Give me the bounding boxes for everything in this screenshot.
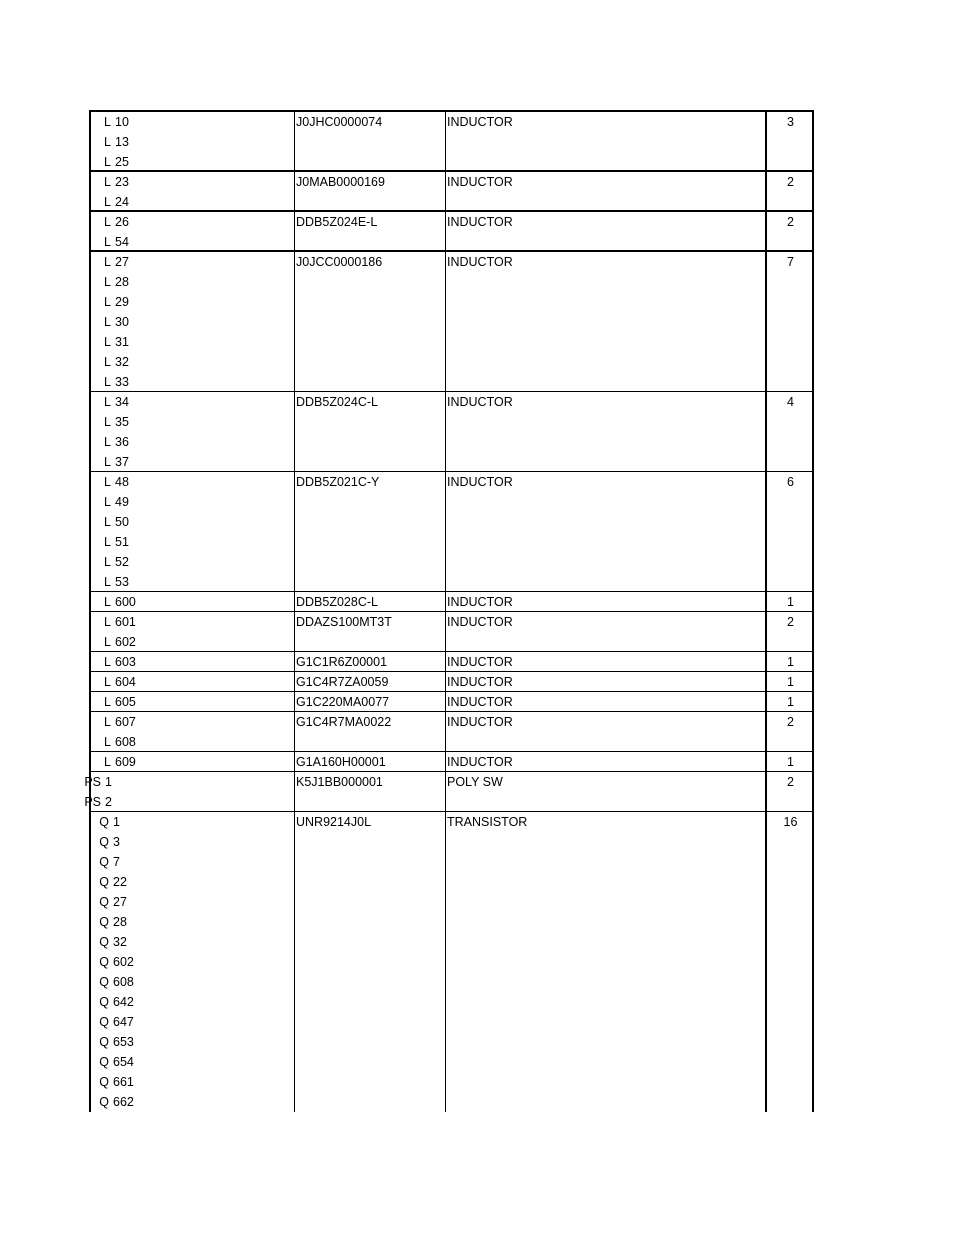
ref-designator xyxy=(75,492,129,512)
part-description: INDUCTOR xyxy=(447,755,513,769)
ref-prefix: L xyxy=(104,475,111,489)
ref-number: 22 xyxy=(113,875,127,889)
ref-designator xyxy=(75,412,129,432)
ref-number: 602 xyxy=(113,955,134,969)
ref-number: 602 xyxy=(115,635,136,649)
ref-number: 604 xyxy=(115,675,136,689)
ref-number: 662 xyxy=(113,1095,134,1109)
table-row xyxy=(91,612,812,652)
table-row xyxy=(84,772,812,812)
ref-designator xyxy=(75,252,129,272)
ref-designator xyxy=(73,912,127,932)
table-row xyxy=(91,252,812,392)
ref-number: 26 xyxy=(115,215,129,229)
ref-prefix: Q xyxy=(99,1055,109,1069)
ref-number: 661 xyxy=(113,1075,134,1089)
ref-prefix: L xyxy=(104,235,111,249)
part-number: DDAZS100MT3T xyxy=(296,615,392,629)
ref-prefix: Q xyxy=(99,935,109,949)
ref-number: 50 xyxy=(115,515,129,529)
part-description: INDUCTOR xyxy=(447,175,513,189)
ref-number: 654 xyxy=(113,1055,134,1069)
ref-prefix: L xyxy=(104,715,111,729)
ref-prefix: L xyxy=(104,455,111,469)
part-description: INDUCTOR xyxy=(447,395,513,409)
part-quantity: 1 xyxy=(787,655,794,669)
ref-prefix: PS xyxy=(84,795,101,809)
part-number: J0JHC0000074 xyxy=(296,115,383,129)
ref-prefix: Q xyxy=(99,1035,109,1049)
ref-number: 28 xyxy=(115,275,129,289)
ref-designator xyxy=(75,672,136,692)
ref-prefix: L xyxy=(104,535,111,549)
part-number: K5J1BB000001 xyxy=(296,775,383,789)
table-row xyxy=(91,172,812,212)
ref-designator xyxy=(75,592,136,612)
part-description: INDUCTOR xyxy=(447,655,513,669)
ref-number: 33 xyxy=(115,375,129,389)
ref-designator xyxy=(75,572,129,592)
ref-number: 48 xyxy=(115,475,129,489)
part-number: DDB5Z024C-L xyxy=(296,395,378,409)
ref-prefix: L xyxy=(104,675,111,689)
ref-number: 600 xyxy=(115,595,136,609)
ref-number: 51 xyxy=(115,535,129,549)
ref-number: 32 xyxy=(115,355,129,369)
ref-designator xyxy=(73,1012,134,1032)
table-row xyxy=(91,692,812,712)
part-quantity: 7 xyxy=(787,255,794,269)
ref-designator xyxy=(75,712,136,732)
ref-prefix: Q xyxy=(99,815,109,829)
ref-number: 609 xyxy=(115,755,136,769)
ref-designator xyxy=(75,132,129,152)
part-description: INDUCTOR xyxy=(447,215,513,229)
ref-prefix: L xyxy=(104,515,111,529)
table-row xyxy=(91,812,812,1132)
ref-number: 27 xyxy=(115,255,129,269)
ref-prefix: Q xyxy=(99,855,109,869)
ref-prefix: L xyxy=(104,435,111,449)
ref-number: 49 xyxy=(115,495,129,509)
ref-prefix: L xyxy=(104,195,111,209)
part-quantity: 16 xyxy=(783,815,798,829)
ref-designator xyxy=(73,1032,134,1052)
ref-designator xyxy=(75,312,129,332)
ref-number: 7 xyxy=(113,855,120,869)
table-row xyxy=(91,592,812,612)
ref-designator xyxy=(73,972,134,992)
ref-prefix: Q xyxy=(99,1015,109,1029)
ref-prefix: L xyxy=(104,255,111,269)
ref-prefix: L xyxy=(104,735,111,749)
part-number: G1C4R7ZA0059 xyxy=(296,675,389,689)
ref-designator xyxy=(75,272,129,292)
ref-designator xyxy=(75,212,129,232)
ref-designator xyxy=(75,232,129,252)
part-quantity: 2 xyxy=(787,615,794,629)
ref-number: 28 xyxy=(113,915,127,929)
part-quantity: 2 xyxy=(787,715,794,729)
ref-prefix: Q xyxy=(99,915,109,929)
table-row xyxy=(91,652,812,672)
ref-number: 608 xyxy=(115,735,136,749)
part-number: G1C220MA0077 xyxy=(296,695,390,709)
part-quantity: 2 xyxy=(787,775,794,789)
ref-designator xyxy=(65,772,112,792)
table-row xyxy=(91,112,812,172)
ref-designator xyxy=(75,552,129,572)
ref-number: 605 xyxy=(115,695,136,709)
ref-designator xyxy=(75,392,129,412)
ref-number: 54 xyxy=(115,235,129,249)
ref-number: 10 xyxy=(115,115,129,129)
ref-prefix: L xyxy=(104,295,111,309)
ref-prefix: Q xyxy=(99,835,109,849)
ref-designator xyxy=(75,692,136,712)
table-row xyxy=(91,472,812,592)
ref-prefix: L xyxy=(104,355,111,369)
part-description: POLY SW xyxy=(447,775,503,789)
part-number: UNR9214J0L xyxy=(296,815,372,829)
ref-designator xyxy=(75,332,129,352)
part-quantity: 1 xyxy=(787,675,794,689)
ref-prefix: L xyxy=(104,655,111,669)
ref-designator xyxy=(75,372,129,392)
table-row xyxy=(91,712,812,752)
part-quantity: 6 xyxy=(787,475,794,489)
ref-number: 603 xyxy=(115,655,136,669)
ref-prefix: Q xyxy=(99,955,109,969)
part-quantity: 2 xyxy=(787,175,794,189)
part-description: INDUCTOR xyxy=(447,695,513,709)
ref-number: 1 xyxy=(105,775,112,789)
ref-designator xyxy=(75,472,129,492)
ref-prefix: L xyxy=(104,615,111,629)
ref-designator xyxy=(75,652,136,672)
ref-prefix: L xyxy=(104,115,111,129)
part-number: G1A160H00001 xyxy=(296,755,386,769)
ref-prefix: Q xyxy=(99,975,109,989)
part-description: INDUCTOR xyxy=(447,115,513,129)
ref-prefix: L xyxy=(104,695,111,709)
ref-designator xyxy=(75,112,129,132)
part-description: INDUCTOR xyxy=(447,615,513,629)
ref-number: 24 xyxy=(115,195,129,209)
part-quantity: 4 xyxy=(787,395,794,409)
ref-designator xyxy=(73,892,127,912)
ref-designator xyxy=(73,852,120,872)
ref-number: 52 xyxy=(115,555,129,569)
part-number: G1C1R6Z00001 xyxy=(296,655,388,669)
part-number: DDB5Z021C-Y xyxy=(296,475,380,489)
part-quantity: 2 xyxy=(787,215,794,229)
ref-prefix: L xyxy=(104,155,111,169)
table-row xyxy=(91,672,812,692)
table-row xyxy=(91,752,812,772)
ref-number: 32 xyxy=(113,935,127,949)
ref-prefix: L xyxy=(104,575,111,589)
ref-number: 35 xyxy=(115,415,129,429)
ref-number: 2 xyxy=(105,795,112,809)
part-description: INDUCTOR xyxy=(447,675,513,689)
ref-designator xyxy=(75,352,129,372)
table-row xyxy=(91,212,812,252)
ref-prefix: L xyxy=(104,755,111,769)
ref-designator xyxy=(73,952,134,972)
part-number: J0JCC0000186 xyxy=(296,255,383,269)
ref-prefix: L xyxy=(104,335,111,349)
ref-designator xyxy=(75,752,136,772)
ref-number: 653 xyxy=(113,1035,134,1049)
part-description: INDUCTOR xyxy=(447,595,513,609)
ref-number: 601 xyxy=(115,615,136,629)
ref-number: 29 xyxy=(115,295,129,309)
ref-number: 31 xyxy=(115,335,129,349)
ref-designator xyxy=(73,1052,134,1072)
ref-number: 608 xyxy=(113,975,134,989)
ref-prefix: L xyxy=(104,395,111,409)
ref-number: 27 xyxy=(113,895,127,909)
ref-designator xyxy=(75,632,136,652)
ref-designator xyxy=(75,732,136,752)
part-description: INDUCTOR xyxy=(447,715,513,729)
ref-designator xyxy=(75,612,136,632)
ref-number: 23 xyxy=(115,175,129,189)
ref-prefix: L xyxy=(104,415,111,429)
ref-designator xyxy=(73,932,127,952)
ref-prefix: Q xyxy=(99,875,109,889)
ref-designator xyxy=(73,992,134,1012)
parts-list-table xyxy=(84,110,814,1112)
part-quantity: 1 xyxy=(787,595,794,609)
part-number: DDB5Z024E-L xyxy=(296,215,378,229)
ref-designator xyxy=(75,512,129,532)
ref-number: 1 xyxy=(113,815,120,829)
ref-prefix: L xyxy=(104,135,111,149)
ref-number: 36 xyxy=(115,435,129,449)
part-description: INDUCTOR xyxy=(447,475,513,489)
ref-number: 30 xyxy=(115,315,129,329)
part-description: INDUCTOR xyxy=(447,255,513,269)
ref-prefix: L xyxy=(104,595,111,609)
part-quantity: 3 xyxy=(787,115,794,129)
ref-prefix: Q xyxy=(99,895,109,909)
ref-designator xyxy=(75,452,129,472)
ref-designator xyxy=(75,152,129,172)
ref-prefix: L xyxy=(104,315,111,329)
part-quantity: 1 xyxy=(787,755,794,769)
ref-number: 34 xyxy=(115,395,129,409)
part-description: TRANSISTOR xyxy=(447,815,528,829)
part-number: G1C4R7MA0022 xyxy=(296,715,392,729)
ref-designator xyxy=(73,1072,134,1092)
ref-designator xyxy=(73,1092,134,1112)
ref-designator xyxy=(75,292,129,312)
ref-prefix: Q xyxy=(99,995,109,1009)
part-number: DDB5Z028C-L xyxy=(296,595,378,609)
ref-prefix: L xyxy=(104,375,111,389)
ref-designator xyxy=(73,812,120,832)
ref-prefix: Q xyxy=(99,1075,109,1089)
ref-prefix: L xyxy=(104,175,111,189)
ref-prefix: L xyxy=(104,555,111,569)
ref-number: 647 xyxy=(113,1015,134,1029)
ref-number: 3 xyxy=(113,835,120,849)
ref-designator xyxy=(75,172,129,192)
ref-number: 607 xyxy=(115,715,136,729)
ref-number: 13 xyxy=(115,135,129,149)
ref-designator xyxy=(75,192,129,212)
ref-prefix: L xyxy=(104,495,111,509)
ref-designator xyxy=(73,872,127,892)
ref-number: 642 xyxy=(113,995,134,1009)
ref-number: 25 xyxy=(115,155,129,169)
ref-designator xyxy=(75,532,129,552)
table-row xyxy=(91,392,812,472)
ref-prefix: PS xyxy=(84,775,101,789)
ref-prefix: L xyxy=(104,275,111,289)
part-quantity: 1 xyxy=(787,695,794,709)
ref-designator xyxy=(75,432,129,452)
part-number: J0MAB0000169 xyxy=(296,175,385,189)
ref-number: 37 xyxy=(115,455,129,469)
ref-number: 53 xyxy=(115,575,129,589)
ref-prefix: L xyxy=(104,215,111,229)
ref-designator xyxy=(65,792,112,812)
ref-prefix: L xyxy=(104,635,111,649)
ref-prefix: Q xyxy=(99,1095,109,1109)
ref-designator xyxy=(73,832,120,852)
